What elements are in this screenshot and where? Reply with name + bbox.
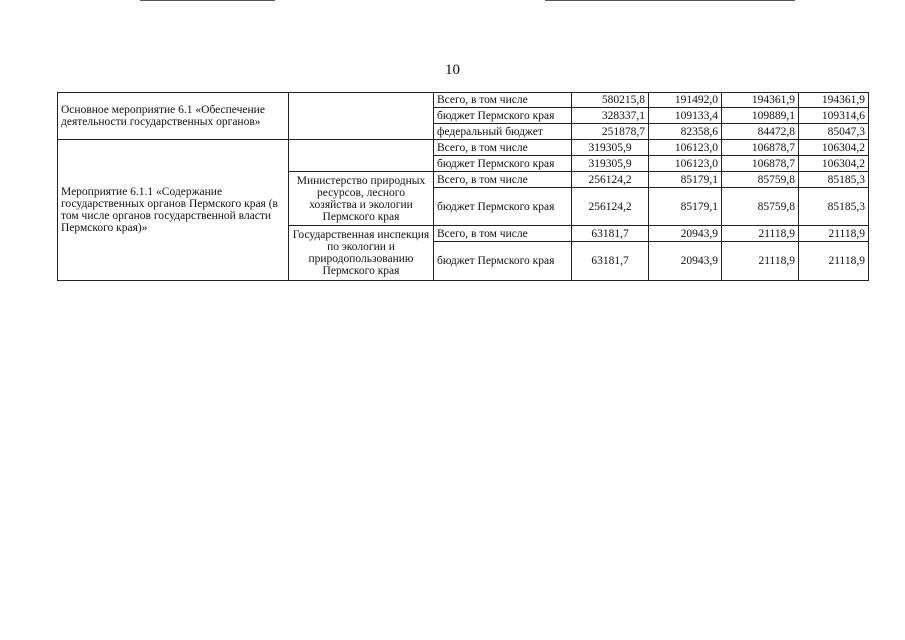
executor-cell bbox=[289, 140, 434, 172]
value-cell: 328337,1 bbox=[572, 108, 649, 124]
funding-source-cell: Всего, в том числе bbox=[434, 93, 572, 108]
value-cell: 256124,2 bbox=[572, 172, 649, 188]
value-cell: 84472,8 bbox=[722, 124, 799, 140]
value-cell: 109889,1 bbox=[722, 108, 799, 124]
value-cell: 106878,7 bbox=[722, 140, 799, 156]
top-rule-right bbox=[545, 0, 795, 1]
funding-source-cell: бюджет Пермского края bbox=[434, 108, 572, 124]
value-cell: 251878,7 bbox=[572, 124, 649, 140]
value-cell: 106123,0 bbox=[649, 140, 722, 156]
table-row bbox=[58, 140, 869, 156]
funding-source-cell: Всего, в том числе bbox=[434, 226, 572, 242]
value-cell: 21118,9 bbox=[722, 226, 799, 242]
value-cell: 63181,7 bbox=[572, 226, 649, 242]
page-number: 10 bbox=[445, 62, 460, 78]
value-cell: 109133,4 bbox=[649, 108, 722, 124]
funding-source-cell: федеральный бюджет bbox=[434, 124, 572, 140]
funding-source-cell: Всего, в том числе bbox=[434, 172, 572, 188]
executor-cell bbox=[289, 93, 434, 140]
value-cell: 319305,9 bbox=[572, 140, 649, 156]
value-cell: 85047,3 bbox=[799, 124, 869, 140]
funding-source-cell: Всего, в том числе bbox=[434, 140, 572, 156]
value-cell: 106878,7 bbox=[722, 156, 799, 172]
value-cell: 106123,0 bbox=[649, 156, 722, 172]
value-cell: 319305,9 bbox=[572, 156, 649, 172]
value-cell: 21118,9 bbox=[799, 226, 869, 242]
funding-source-cell: бюджет Пермского края bbox=[434, 156, 572, 172]
value-cell: 21118,9 bbox=[722, 242, 799, 281]
value-cell: 194361,9 bbox=[799, 93, 869, 108]
executor-cell: Министерство природных ресурсов, лесного хозяйства и экологии Пермского края bbox=[289, 172, 434, 226]
executor-cell: Государственная инспекция по экологии и природопользованию Пермского края bbox=[289, 226, 434, 281]
value-cell: 85185,3 bbox=[799, 172, 869, 188]
value-cell: 20943,9 bbox=[649, 226, 722, 242]
top-rule-left bbox=[140, 0, 275, 1]
funding-source-cell: бюджет Пермского края bbox=[434, 242, 572, 281]
value-cell: 21118,9 bbox=[799, 242, 869, 281]
value-cell: 85759,8 bbox=[722, 188, 799, 226]
value-cell: 63181,7 bbox=[572, 242, 649, 281]
budget-table bbox=[57, 92, 869, 281]
value-cell: 109314,6 bbox=[799, 108, 869, 124]
value-cell: 85179,1 bbox=[649, 172, 722, 188]
activity-cell: Мероприятие 6.1.1 «Содержание государственных органов Пермского края (в том числе органов государственной власти Пермского края)» bbox=[58, 140, 289, 281]
value-cell: 106304,2 bbox=[799, 140, 869, 156]
value-cell: 106304,2 bbox=[799, 156, 869, 172]
value-cell: 580215,8 bbox=[572, 93, 649, 108]
table-row bbox=[58, 93, 869, 108]
value-cell: 82358,6 bbox=[649, 124, 722, 140]
value-cell: 191492,0 bbox=[649, 93, 722, 108]
value-cell: 194361,9 bbox=[722, 93, 799, 108]
value-cell: 256124,2 bbox=[572, 188, 649, 226]
value-cell: 20943,9 bbox=[649, 242, 722, 281]
activity-cell: Основное мероприятие 6.1 «Обеспечение деятельности государственных органов» bbox=[58, 93, 289, 140]
value-cell: 85179,1 bbox=[649, 188, 722, 226]
value-cell: 85185,3 bbox=[799, 188, 869, 226]
funding-source-cell: бюджет Пермского края bbox=[434, 188, 572, 226]
value-cell: 85759,8 bbox=[722, 172, 799, 188]
